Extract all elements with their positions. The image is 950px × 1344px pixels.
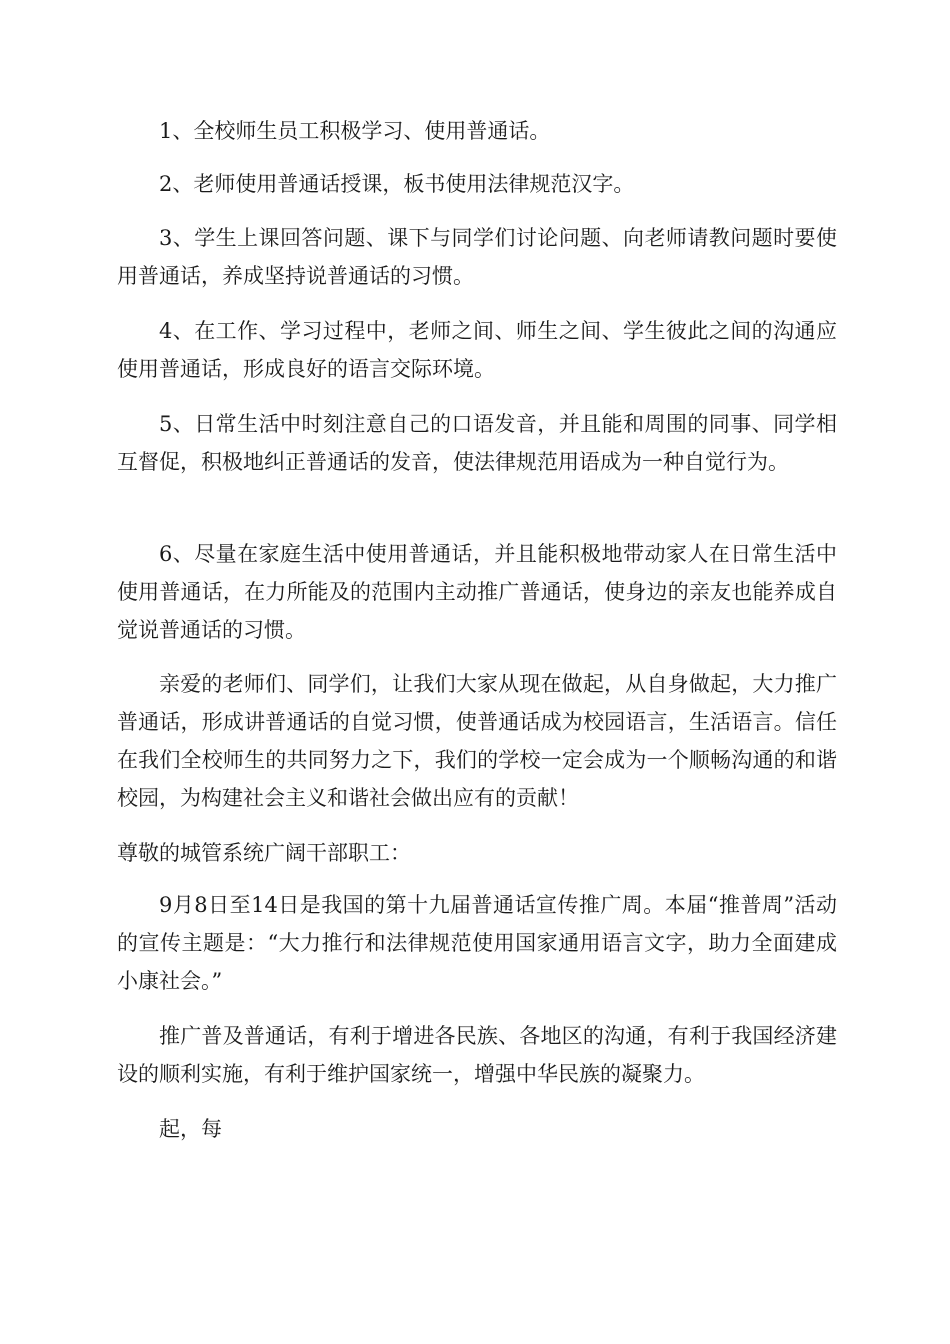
paragraph-item-5: 5、日常生活中时刻注意自己的口语发音，并且能和周围的同事、同学相互督促，积极地纠正普通话的发音，使法律规范用语成为一种自觉行为。 xyxy=(117,412,837,474)
paragraph-item-1: 1、全校师生员工积极学习、使用普通话。 xyxy=(159,119,551,143)
paragraph-item-6: 6、尽量在家庭生活中使用普通话，并且能积极地带动家人在日常生活中使用普通话，在力所能及的范围内主动推广普通话，使身边的亲友也能养成自觉说普通话的习惯。 xyxy=(117,542,837,642)
paragraph-item-2: 2、老师使用普通话授课，板书使用法律规范汉字。 xyxy=(159,172,635,196)
paragraph-closing-appeal: 亲爱的老师们、同学们，让我们大家从现在做起，从自身做起，大力推广普通话，形成讲普通话的自觉习惯，使普通话成为校园语言，生活语言。信任在我们全校师生的共同努力之下，我们的学校一定会成为一个顺畅沟通的和谐校园，为构建社会主义和谐社会做出应有的贡献！ xyxy=(117,672,837,810)
paragraph-item-3: 3、学生上课回答问题、课下与同学们讨论问题、向老师请教问题时要使用普通话，养成坚持说普通话的习惯。 xyxy=(117,226,837,288)
paragraph-benefits: 推广普及普通话，有利于增进各民族、各地区的沟通，有利于我国经济建设的顺利实施，有利于维护国家统一，增强中华民族的凝聚力。 xyxy=(117,1024,837,1086)
paragraph-promotion-week: 9月8日至14日是我国的第十九届普通话宣传推广周。本届“推普周”活动的宣传主题是：“大力推行和法律规范使用国家通用语言文字，助力全面建成小康社会。” xyxy=(117,893,837,993)
paragraph-item-4: 4、在工作、学习过程中，老师之间、师生之间、学生彼此之间的沟通应使用普通话，形成良好的语言交际环境。 xyxy=(117,319,837,381)
paragraph-fragment: 起，每 xyxy=(159,1117,222,1141)
salutation: 尊敬的城管系统广阔干部职工： xyxy=(117,841,411,865)
